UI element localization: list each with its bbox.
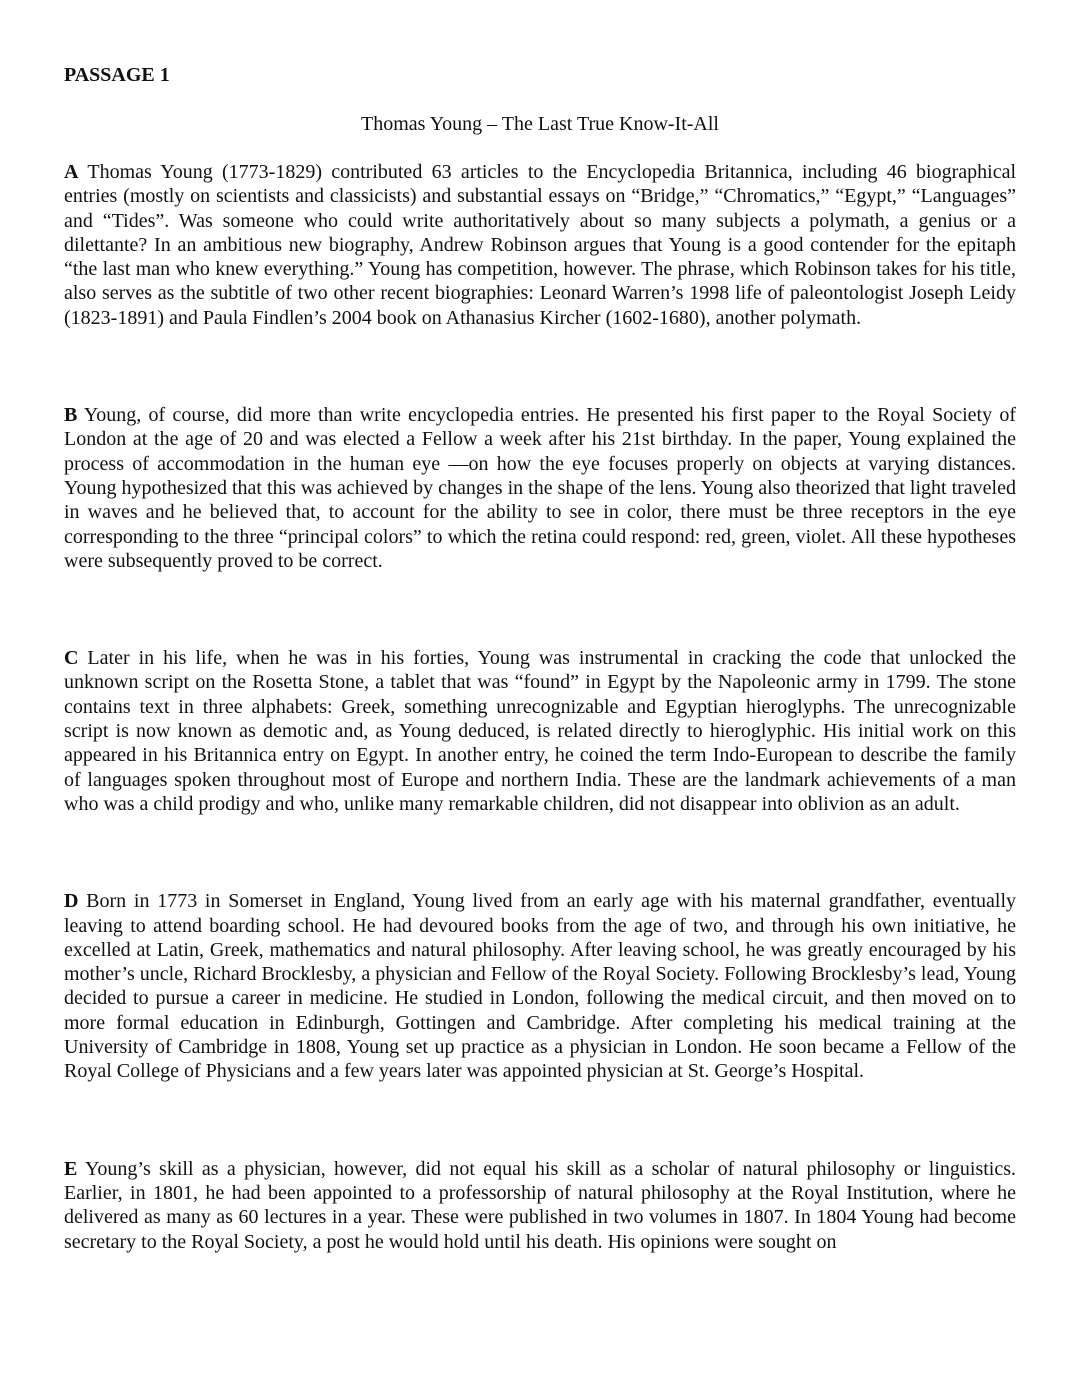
paragraph-letter: A — [64, 161, 79, 183]
paragraph-b — [64, 403, 1016, 573]
paragraph-text: Young, of course, did more than write encyclopedia entries. He presented his first paper to the Royal Society of London at the age of 20 and was elected a Fellow a week after his 21st birthday. In the paper, Young explained the process of accommodation in the human eye —on how the eye focuses properly on objects at varying distances. Young hypothesized that this was achieved by changes in the shape of the lens. Young also theorized that light traveled in waves and he believed that, to account for the ability to see in color, there must be three receptors in the eye corresponding to the three “principal colors” to which the retina could respond: red, green, violet. All these hypotheses were subsequently proved to be correct. — [64, 404, 1016, 572]
paragraph-letter: B — [64, 404, 78, 427]
paragraph-letter: D — [64, 890, 79, 913]
passage-heading: PASSAGE 1 — [64, 64, 170, 86]
paragraph-text: Thomas Young (1773-1829) contributed 63 articles to the Encyclopedia Britannica, including 46 biographical entries (mostly on scientists and classicists) and substantial essays on “Bridge,” “Chromatics,” “Egypt,” “Languages” and “Tides”. Was someone who could write authoritatively about so many subjects a polymath, a genius or a dilettante? In an ambitious new biography, Andrew Robinson argues that Young is a good contender for the epitaph “the last man who knew everything.” Young has competition, however. The phrase, which Robinson takes for his title, also serves as the subtitle of two other recent biographies: Leonard Warren’s 1998 life of paleontologist Joseph Leidy (1823-1891) and Paula Findlen’s 2004 book on Athanasius Kircher (1602-1680), another polymath. — [64, 161, 1016, 329]
paragraph-d — [64, 889, 1016, 1083]
paragraph-a — [64, 160, 1016, 330]
paragraph-letter: C — [64, 647, 79, 670]
passage-title: Thomas Young – The Last True Know-It-All — [361, 113, 719, 135]
paragraph-text: Young’s skill as a physician, however, did not equal his skill as a scholar of natural philosophy or linguistics. Earlier, in 1801, he had been appointed to a professorship of natural philosophy at the Royal Institution, where he delivered as many as 60 lectures in a year. These were published in two volumes in 1807. In 1804 Young had become secretary to the Royal Society, a post he would hold until his death. His opinions were sought on — [64, 1157, 1016, 1253]
paragraph-text: Later in his life, when he was in his forties, Young was instrumental in cracking the code that unlocked the unknown script on the Rosetta Stone, a tablet that was “found” in Egypt by the Napoleonic army in 1799. The stone contains text in three alphabets: Greek, something unrecognizable and Egyptian hieroglyphs. The unrecognizable script is now known as demotic and, as Young deduced, is related directly to hieroglyphic. His initial work on this appeared in his Britannica entry on Egypt. In another entry, he coined the term Indo-European to describe the family of languages spoken throughout most of Europe and northern India. These are the landmark achievements of a man who was a child prodigy and who, unlike many remarkable children, did not disappear into oblivion as an adult. — [64, 647, 1016, 815]
paragraph-e — [64, 1157, 1016, 1254]
paragraph-letter: E — [64, 1157, 78, 1180]
document-page — [64, 62, 1016, 1254]
paragraph-text: Born in 1773 in Somerset in England, Young lived from an early age with his maternal grandfather, eventually leaving to attend boarding school. He had devoured books from the age of two, and through his own initiative, he excelled at Latin, Greek, mathematics and natural philosophy. After leaving school, he was greatly encouraged by his mother’s uncle, Richard Brocklesby, a physician and Fellow of the Royal Society. Following Brocklesby’s lead, Young decided to pursue a career in medicine. He studied in London, following the medical circuit, and then moved on to more formal education in Edinburgh, Gottingen and Cambridge. After completing his medical training at the University of Cambridge in 1808, Young set up practice as a physician in London. He soon became a Fellow of the Royal College of Physicians and a few years later was appointed physician at St. George’s Hospital. — [64, 890, 1016, 1083]
paragraph-c — [64, 646, 1016, 816]
